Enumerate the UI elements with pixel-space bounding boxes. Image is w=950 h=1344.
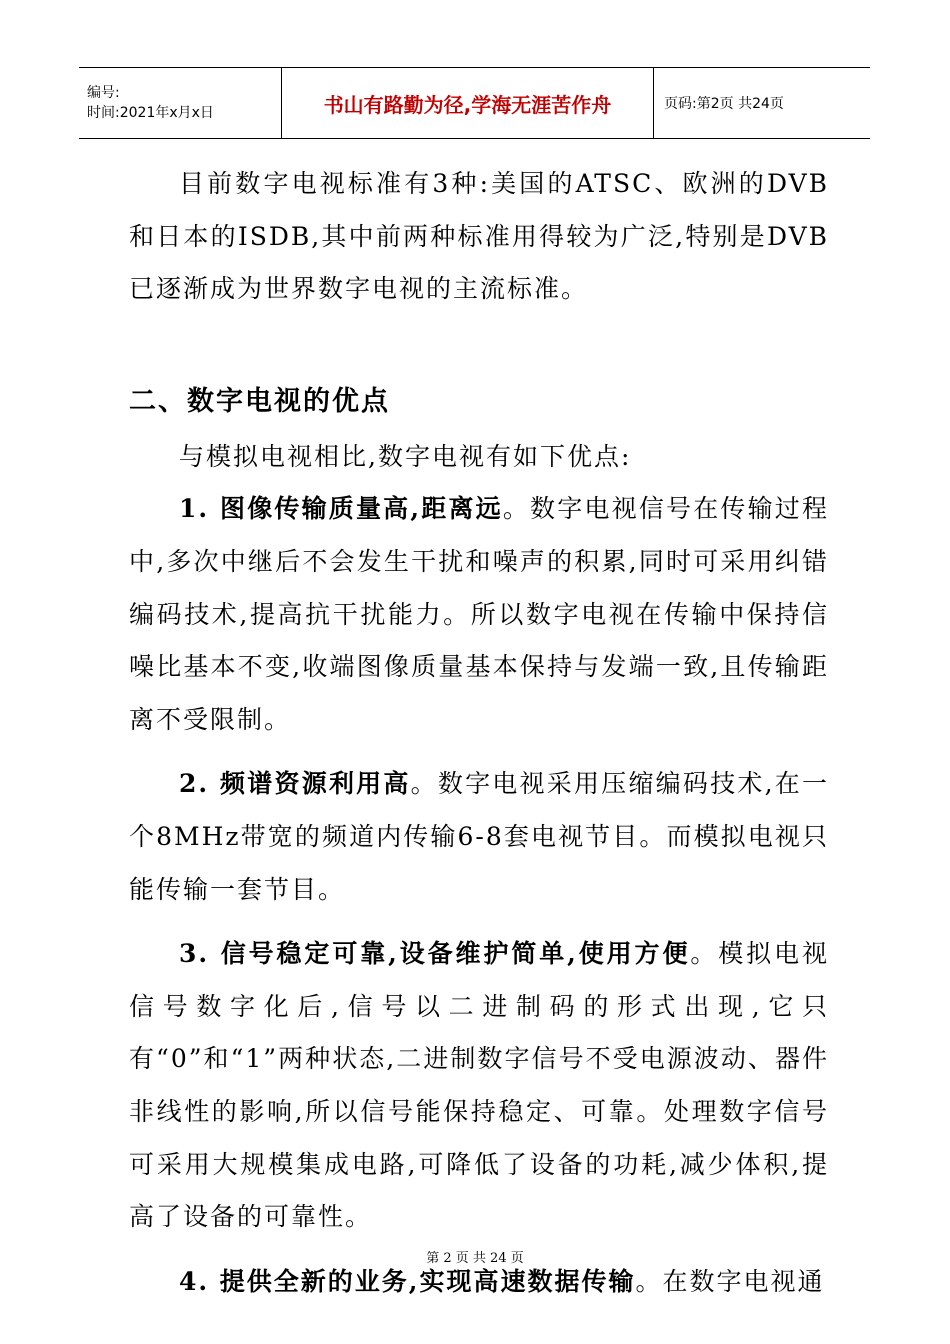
point-title: 2. 频谱资源利用高 [179, 769, 411, 799]
point-title: 4. 提供全新的业务,实现高速数据传输 [179, 1266, 636, 1296]
point-paragraph [129, 928, 829, 1244]
time-label: 时间:2021年x月x日 [87, 105, 214, 121]
point-paragraph [129, 758, 829, 916]
point-paragraph [129, 483, 829, 746]
page-footer: 第 2 页 共 24 页 [426, 1251, 524, 1266]
header-page-info: 页码:第2页 共24页 [664, 96, 784, 112]
point-text: 。数字电视采用压缩编码技术,在一个8MHz带宽的频道内传输6-8套电视节目。而模拟电视只能传输一套节目。 [129, 769, 829, 904]
point-title: 3. 信号稳定可靠,设备维护简单,使用方便 [179, 939, 691, 969]
intro-paragraph: 目前数字电视标准有3种:美国的ATSC、欧洲的DVB和日本的ISDB,其中前两种标准用得较为广泛,特别是DVB已逐渐成为世界数字电视的主流标准。 [129, 169, 829, 304]
header-motto: 书山有路勤为径,学海无涯苦作舟 [282, 68, 654, 138]
section-title: 二、数字电视的优点 [129, 385, 390, 417]
header-meta [79, 68, 282, 138]
lead-paragraph: 与模拟电视相比,数字电视有如下优点: [179, 441, 632, 471]
document-body [129, 158, 829, 1308]
number-label: 编号: [87, 85, 120, 101]
page-header [79, 67, 870, 139]
point-title: 1. 图像传输质量高,距离远 [179, 494, 503, 524]
point-text: 。模拟电视信号数字化后,信号以二进制码的形式出现,它只有“0”和“1”两种状态,二进制数字信号不受电源波动、器件非线性的影响,所以信号能保持稳定、可靠。处理数字信号可采用大规模集成电路,可降低了设备的功耗,减少体积,提高了设备的可靠性。 [129, 939, 829, 1232]
point-text: 。在数字电视通 [635, 1266, 825, 1296]
point-text: 。数字电视信号在传输过程中,多次中继后不会发生干扰和噪声的积累,同时可采用纠错编码技术,提高抗干扰能力。所以数字电视在传输中保持信噪比基本不变,收端图像质量基本保持与发端一致,且传输距离不受限制。 [129, 494, 829, 734]
